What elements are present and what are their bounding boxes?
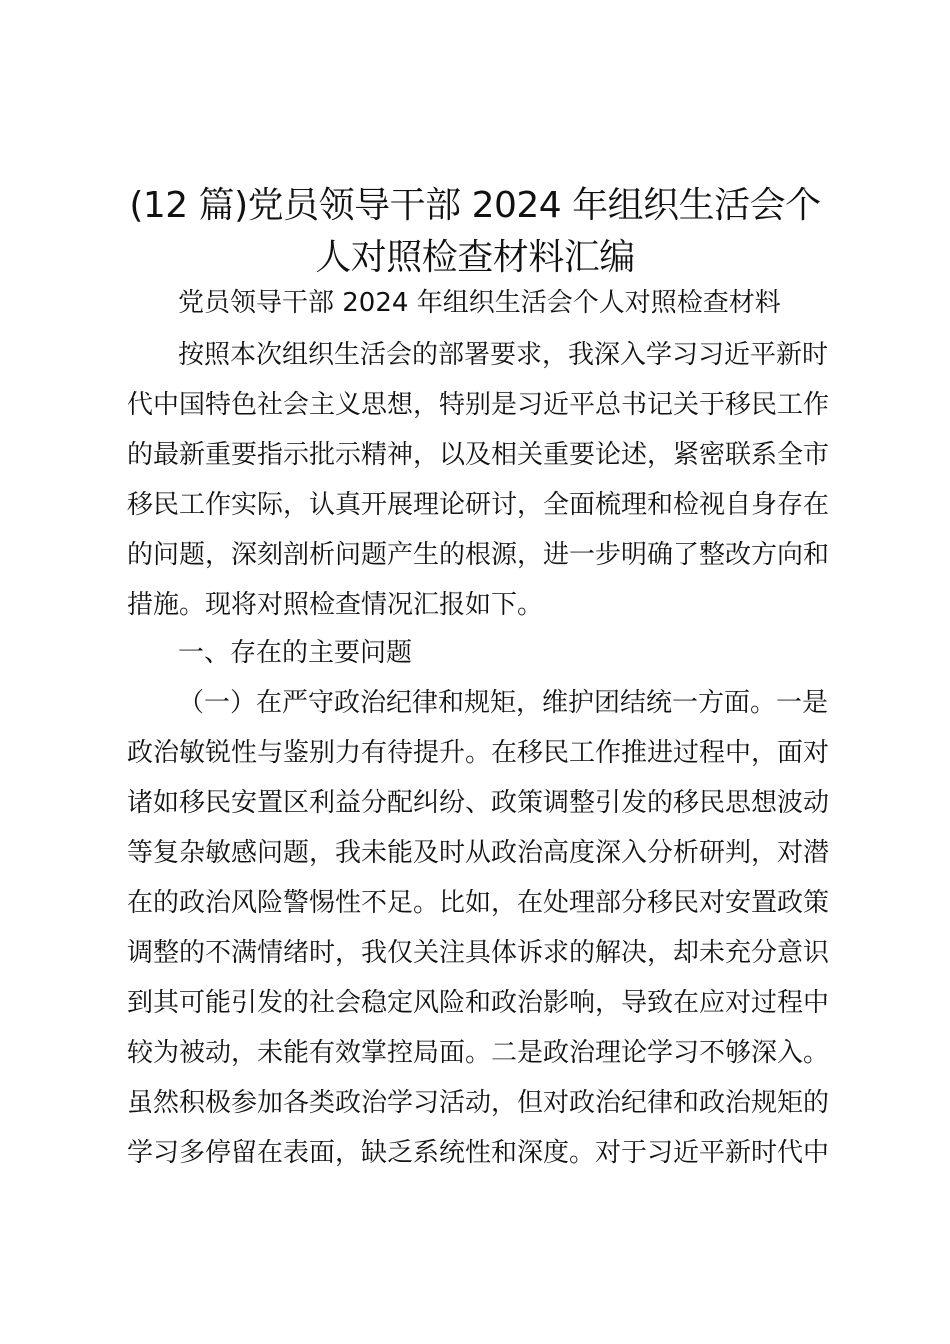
title-line-2: 人对照检查材料汇编 [315, 237, 635, 278]
paragraph-line: 移民工作实际，认真开展理论研讨，全面梳理和检视自身存在 [127, 490, 830, 520]
paragraph-line: 政治敏锐性与鉴别力有待提升。在移民工作推进过程中，面对 [127, 738, 830, 768]
paragraph-line: 虽然积极参加各类政治学习活动，但对政治纪律和政治规矩的 [127, 1088, 830, 1118]
paragraph-line: 的最新重要指示批示精神，以及相关重要论述，紧密联系全市 [127, 440, 830, 470]
paragraph-line: 等复杂敏感问题，我未能及时从政治高度深入分析研判，对潜 [127, 838, 830, 868]
title-line-1: (12 篇)党员领导干部 2024 年组织生活会个 [129, 185, 821, 226]
document-title [100, 180, 850, 284]
paragraph-line: 的问题，深刻剖析问题产生的根源，进一步明确了整改方向和 [127, 540, 830, 570]
paragraph-line: 学习多停留在表面，缺乏系统性和深度。对于习近平新时代中 [127, 1138, 830, 1168]
paragraph-line: 较为被动，未能有效掌控局面。二是政治理论学习不够深入。 [127, 1038, 830, 1068]
section-heading: 一、存在的主要问题 [178, 638, 413, 668]
paragraph-line: 按照本次组织生活会的部署要求，我深入学习习近平新时 [178, 340, 829, 370]
paragraph-line: 代中国特色社会主义思想，特别是习近平总书记关于移民工作 [127, 390, 830, 420]
subtitle: 党员领导干部 2024 年组织生活会个人对照检查材料 [178, 288, 781, 318]
paragraph-line: （一）在严守政治纪律和规矩，维护团结统一方面。一是 [178, 688, 829, 718]
paragraph-line: 诸如移民安置区利益分配纠纷、政策调整引发的移民思想波动 [127, 788, 830, 818]
paragraph-line: 调整的不满情绪时，我仅关注具体诉求的解决，却未充分意识 [127, 938, 830, 968]
paragraph-line: 在的政治风险警惕性不足。比如，在处理部分移民对安置政策 [127, 888, 830, 918]
paragraph-line: 措施。现将对照检查情况汇报如下。 [127, 590, 544, 620]
paragraph-line: 到其可能引发的社会稳定风险和政治影响，导致在应对过程中 [127, 988, 830, 1018]
